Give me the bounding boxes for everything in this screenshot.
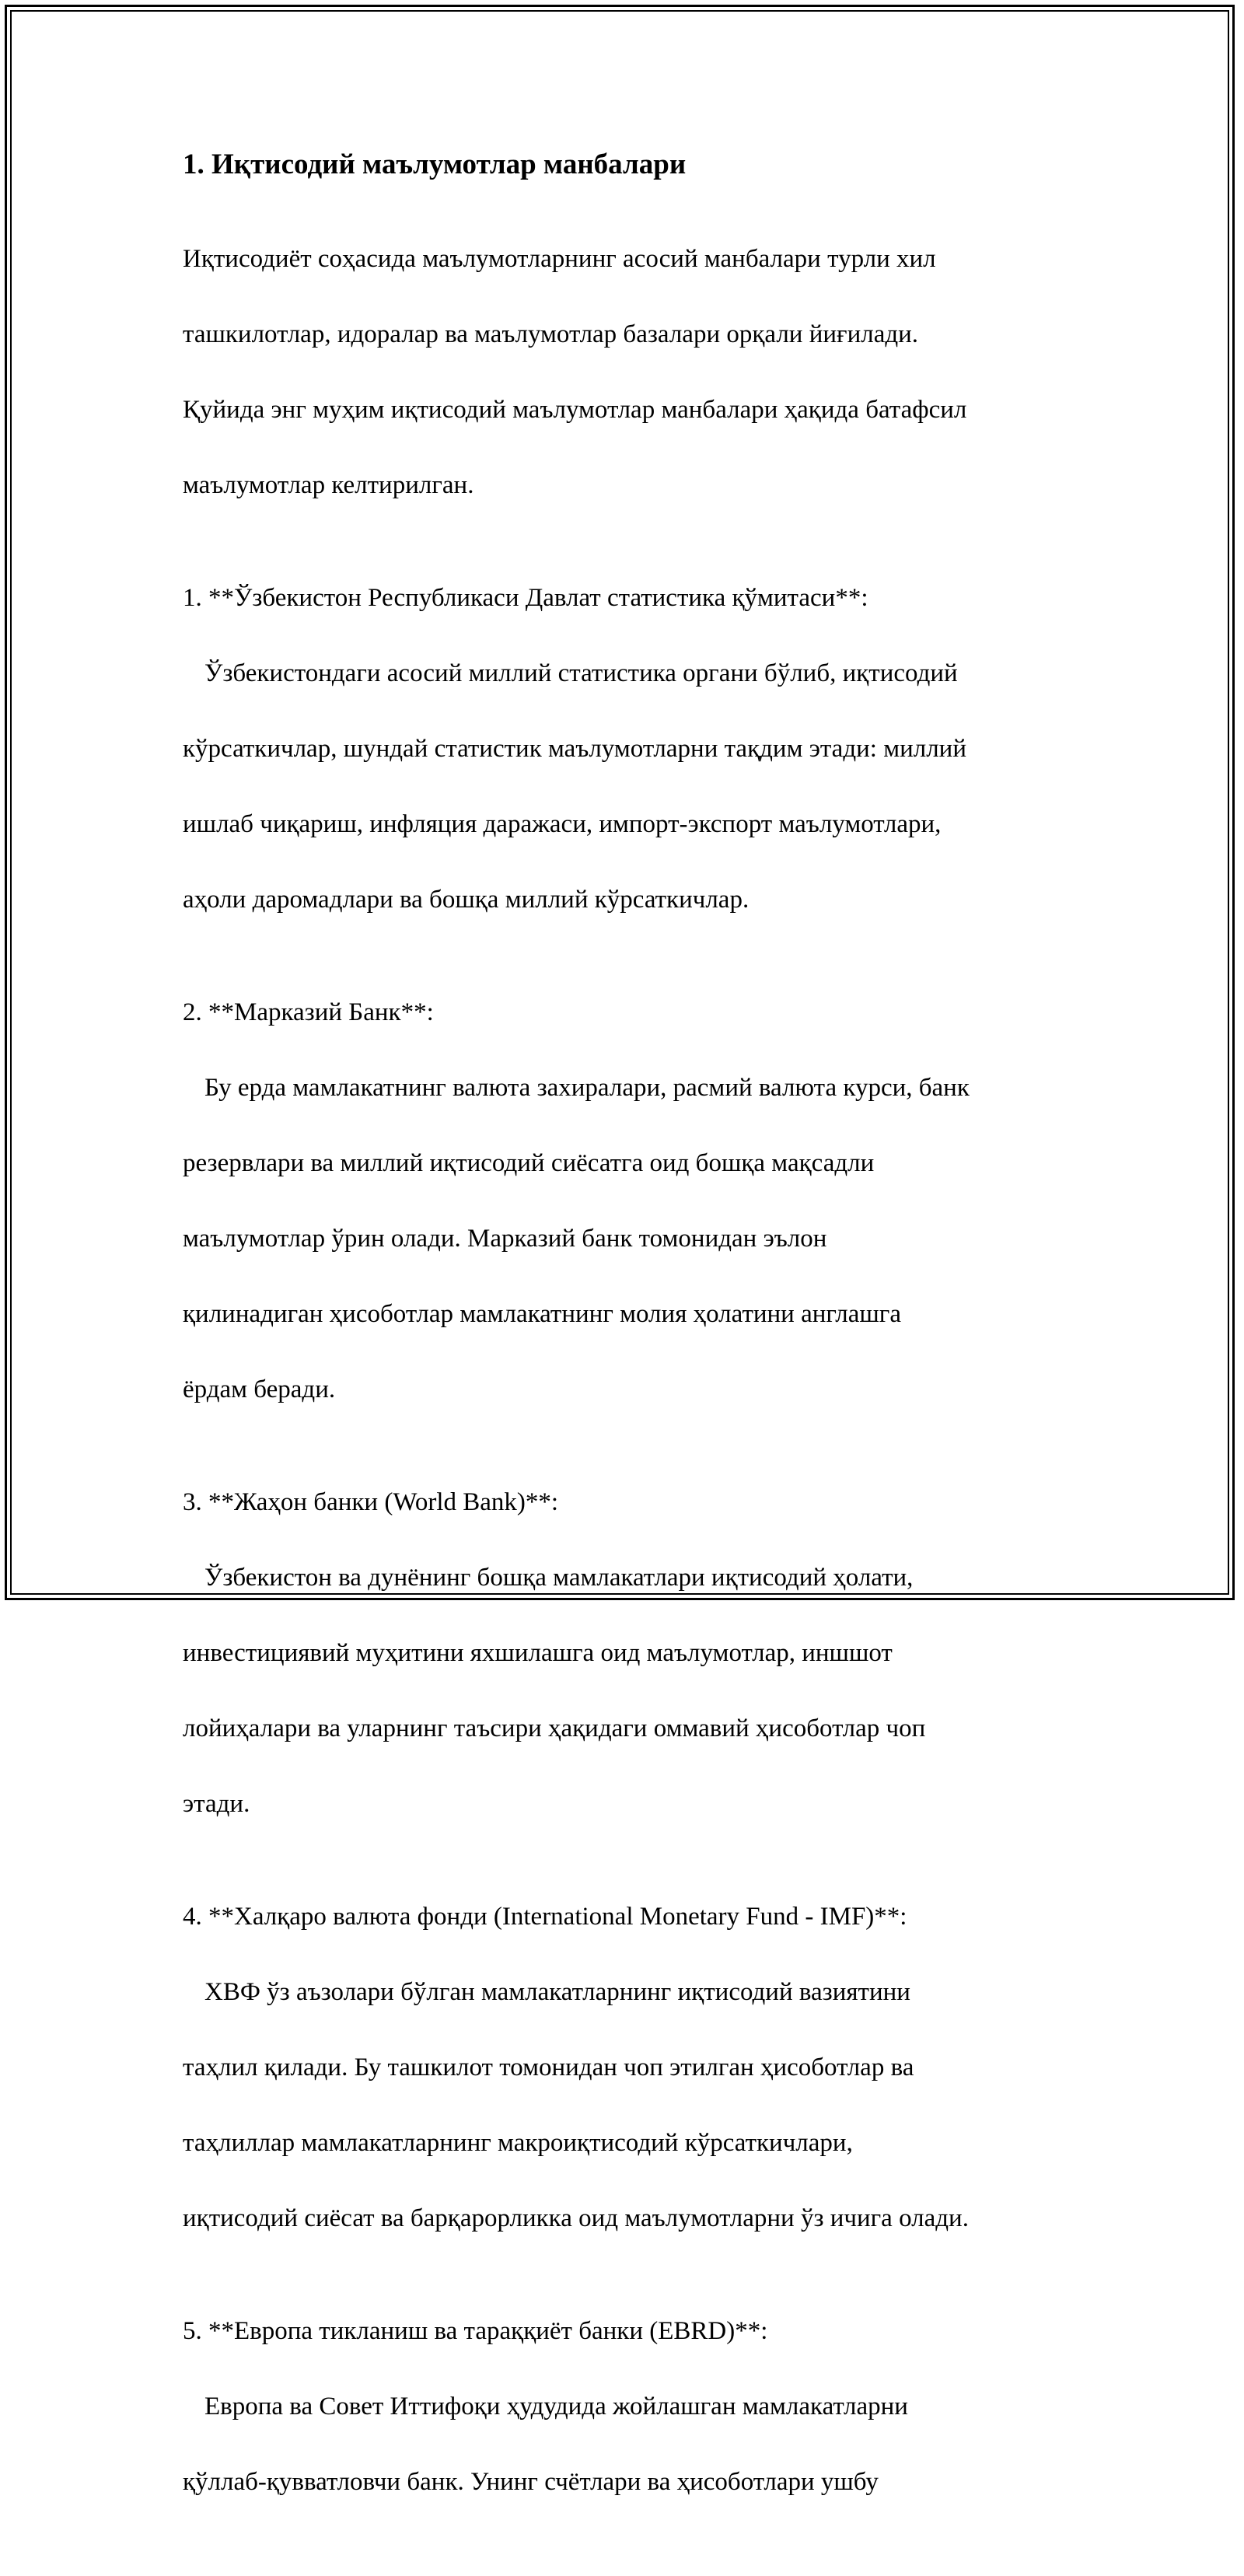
section-line: маълумотлар ўрин олади. Марказий банк томонидан эълон: [183, 1224, 827, 1253]
section-line: қўллаб-қувватловчи банк. Унинг счётлари ва ҳисоботлари ушбу: [183, 2467, 879, 2496]
intro-line: ташкилотлар, идоралар ва маълумотлар базалари орқали йиғилади.: [183, 320, 919, 348]
document-body: [183, 146, 1069, 2576]
intro-line: маълумотлар келтирилган.: [183, 470, 474, 499]
section-line: резервлари ва миллий иқтисодий сиёсатга оид бошқа мақсадли: [183, 1148, 875, 1177]
section-line: ХВФ ўз аъзолари бўлган мамлакатларнинг иқтисодий вазиятини: [204, 1977, 910, 2006]
section-line: кўрсаткичлар, шундай статистик маълумотларни тақдим этади: миллий: [183, 734, 966, 763]
section-heading: 3. **Жаҳон банки (World Bank)**:: [183, 1487, 559, 1516]
section-heading: 1. **Ўзбекистон Республикаси Давлат статистика қўмитаси**:: [183, 583, 868, 612]
section-line: иқтисодий сиёсат ва барқарорликка оид маълумотларни ўз ичига олади.: [183, 2204, 969, 2232]
section-line: лойиҳалари ва уларнинг таъсири ҳақидаги оммавий ҳисоботлар чоп: [183, 1714, 926, 1742]
section-line: таҳлиллар мамлакатларнинг макроиқтисодий кўрсаткичлари,: [183, 2128, 853, 2157]
section-imf: [183, 1898, 1069, 2275]
section-line: инвестициявий муҳитини яхшилашга оид маълумотлар, иншшот: [183, 1638, 893, 1667]
section-line: Ўзбекистондаги асосий миллий статистика органи бўлиб, иқтисодий: [204, 659, 958, 687]
section-line: ёрдам беради.: [183, 1375, 336, 1403]
section-body: [183, 1031, 1069, 1446]
section-line: Ўзбекистон ва дунёнинг бошқа мамлакатлари иқтисодий ҳолати,: [204, 1563, 914, 1592]
section-body: [183, 617, 1069, 956]
section-body: [183, 1521, 1069, 1861]
section-ebrd: [183, 2312, 1069, 2539]
intro-paragraph: [183, 202, 1069, 542]
section-line: этади.: [183, 1789, 250, 1818]
section-line: Бу ерда мамлакатнинг валюта захиралари, расмий валюта курси, банк: [204, 1073, 970, 1102]
section-statistics-committee: [183, 579, 1069, 956]
section-world-bank: [183, 1484, 1069, 1861]
section-body: [183, 2350, 1069, 2539]
document-title: 1. Иқтисодий маълумотлар манбалари: [183, 149, 687, 180]
section-line: Европа ва Совет Иттифоқи ҳудудида жойлашган мамлакатларни: [204, 2392, 908, 2420]
section-heading: 2. **Марказий Банк**:: [183, 998, 434, 1026]
section-line: аҳоли даромадлари ва бошқа миллий кўрсаткичлар.: [183, 885, 750, 914]
section-body: [183, 1935, 1069, 2275]
section-heading: 4. **Халқаро валюта фонди (International Monetary Fund - IMF)**:: [183, 1902, 907, 1931]
section-line: таҳлил қилади. Бу ташкилот томонидан чоп этилган ҳисоботлар ва: [183, 2053, 914, 2081]
intro-line: Қуйида энг муҳим иқтисодий маълумотлар манбалари ҳақида батафсил: [183, 395, 967, 424]
section-line: қилинадиган ҳисоботлар мамлакатнинг молия ҳолатини англашга: [183, 1299, 901, 1328]
section-central-bank: [183, 994, 1069, 1446]
intro-line: Иқтисодиёт соҳасида маълумотларнинг асосий манбалари турли хил: [183, 244, 936, 273]
section-line: ишлаб чиқариш, инфляция даражаси, импорт-экспорт маълумотлари,: [183, 809, 942, 838]
section-heading: 5. **Европа тикланиш ва тараққиёт банки (EBRD)**:: [183, 2316, 768, 2345]
